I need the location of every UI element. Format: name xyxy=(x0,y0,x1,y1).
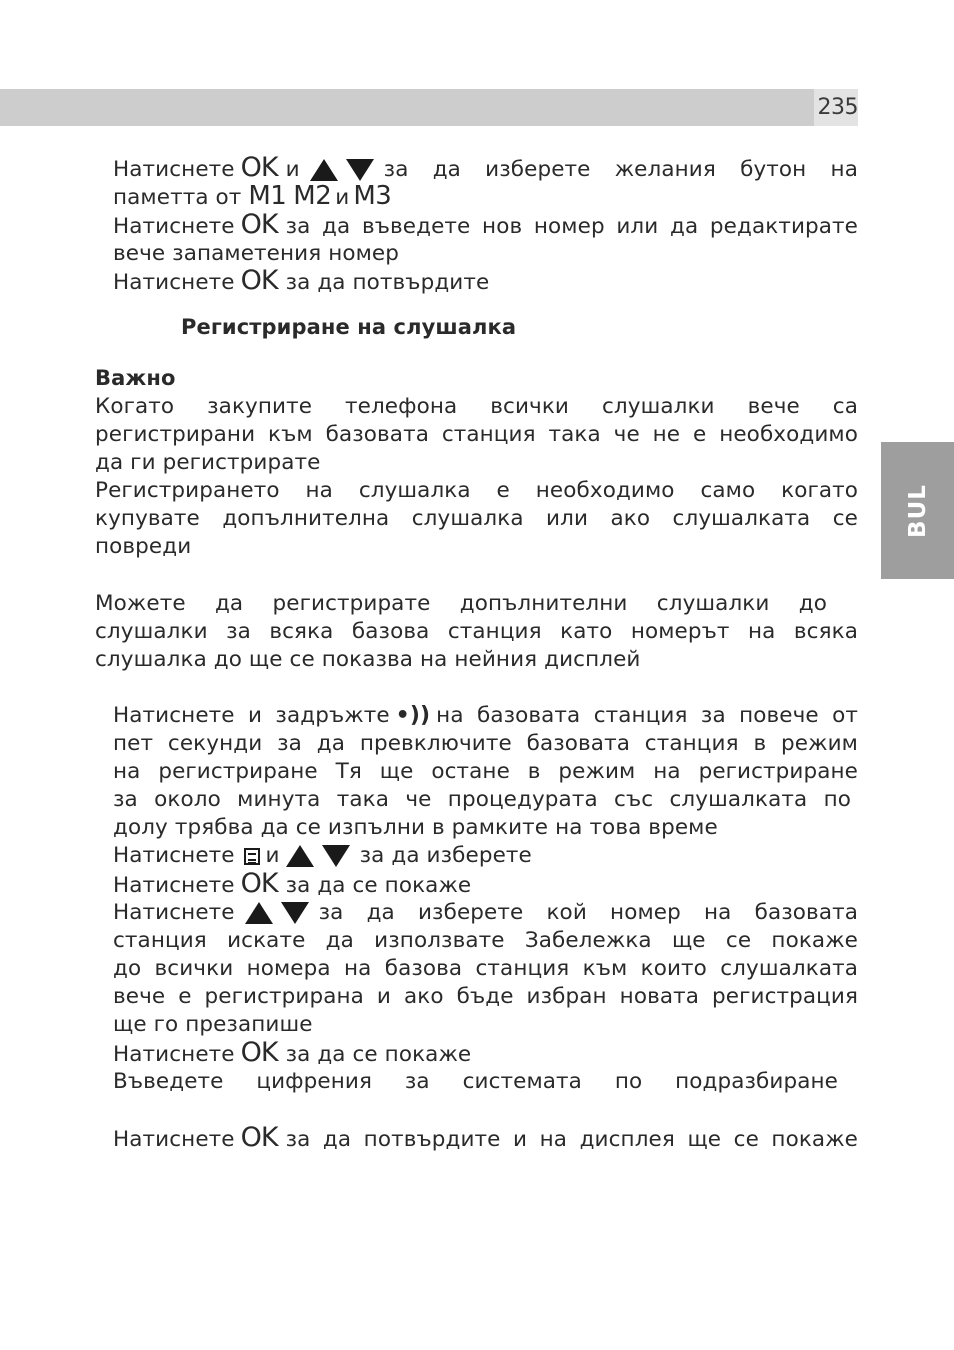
page-number: 235 xyxy=(814,89,859,126)
text-line: Натиснете OK за да потвърдите xyxy=(113,265,490,296)
text-line: слушалка до ще се показва на нейния дисплей xyxy=(95,647,641,672)
ok-button-icon: OK xyxy=(240,152,278,183)
text-line: Натиснете OK за да се покаже xyxy=(113,1037,472,1068)
down-arrow-icon xyxy=(346,159,374,181)
ok-button-icon: OK xyxy=(240,265,278,296)
text-line: долу трябва да се изпълни в рамките на това време xyxy=(113,815,718,840)
up-down-arrows-icon xyxy=(286,842,350,870)
text-line: Регистрирането на слушалка е необходимо само когато xyxy=(95,478,858,503)
text-line: слушалки за всяка базова станция като номерът на всяка xyxy=(95,619,858,644)
menu-icon xyxy=(244,848,260,865)
text-line: Натиснете и задръжте •)) на базовата станция за повече от xyxy=(113,703,858,728)
text-line: регистрирани към базовата станция така че не е необходимо xyxy=(95,422,858,447)
up-arrow-icon xyxy=(310,159,338,181)
up-arrow-icon xyxy=(286,845,314,867)
text-line: паметта от M1 M2 и M3 xyxy=(113,181,392,211)
text-line: Натиснете OK за да въведете нов номер или да редактирате xyxy=(113,209,858,240)
text-line: Когато закупите телефона всички слушалки вече са xyxy=(95,394,858,419)
section-heading: Регистриране на слушалка xyxy=(181,315,517,339)
important-label: Важно xyxy=(95,366,176,390)
text-line: ще го презапише xyxy=(113,1012,313,1037)
down-arrow-icon xyxy=(322,845,350,867)
m1-key-icon: M1 xyxy=(248,181,287,211)
m2-key-icon: M2 xyxy=(293,181,332,211)
text-line: Можете да регистрирате допълнителни слушалки до xyxy=(95,591,827,616)
ok-button-icon: OK xyxy=(240,868,278,899)
up-arrow-icon xyxy=(245,902,273,924)
text-line: да ги регистрирате xyxy=(95,450,321,475)
text-line: вече е регистрирана и ако бъде избран новата регистрация xyxy=(113,984,858,1009)
text-line: за около минута така че процедурата със слушалката по xyxy=(113,787,851,812)
text-line: Въведете цифрения за системата по подразбиране xyxy=(113,1069,838,1094)
text-line: станция искате да използвате Забележка ще се покаже xyxy=(113,928,858,953)
ok-button-icon: OK xyxy=(240,1122,278,1153)
text-line: до всички номера на базова станция към които слушалката xyxy=(113,956,858,981)
header-bar xyxy=(0,89,858,126)
up-down-arrows-icon xyxy=(310,156,374,184)
text-line: Натиснете OK и за да изберете желания бутон на xyxy=(113,152,858,183)
ok-button-icon: OK xyxy=(240,1037,278,1068)
text-line: вече запаметения номер xyxy=(113,241,400,266)
text-line: на регистриране Тя ще остане в режим на регистриране xyxy=(113,759,858,784)
text-line: Натиснете OK за да се покаже xyxy=(113,868,472,899)
text-line: повреди xyxy=(95,534,192,559)
m3-key-icon: M3 xyxy=(353,181,392,211)
text-line: Натиснете OK за да потвърдите и на дисплея ще се покаже xyxy=(113,1122,858,1153)
down-arrow-icon xyxy=(281,902,309,924)
text-line: купувате допълнителна слушалка или ако слушалката се xyxy=(95,506,858,531)
text-line: Натиснете и за да изберете xyxy=(113,843,532,868)
language-tab-label: BUL xyxy=(904,483,931,538)
text-line: Натиснете за да изберете кой номер на базовата xyxy=(113,900,858,925)
page-button-icon: •)) xyxy=(395,703,431,728)
text-line: пет секунди за да превключите базовата станция в режим xyxy=(113,731,858,756)
up-down-arrows-icon xyxy=(245,899,309,927)
ok-button-icon: OK xyxy=(240,209,278,240)
language-tab xyxy=(881,442,954,579)
